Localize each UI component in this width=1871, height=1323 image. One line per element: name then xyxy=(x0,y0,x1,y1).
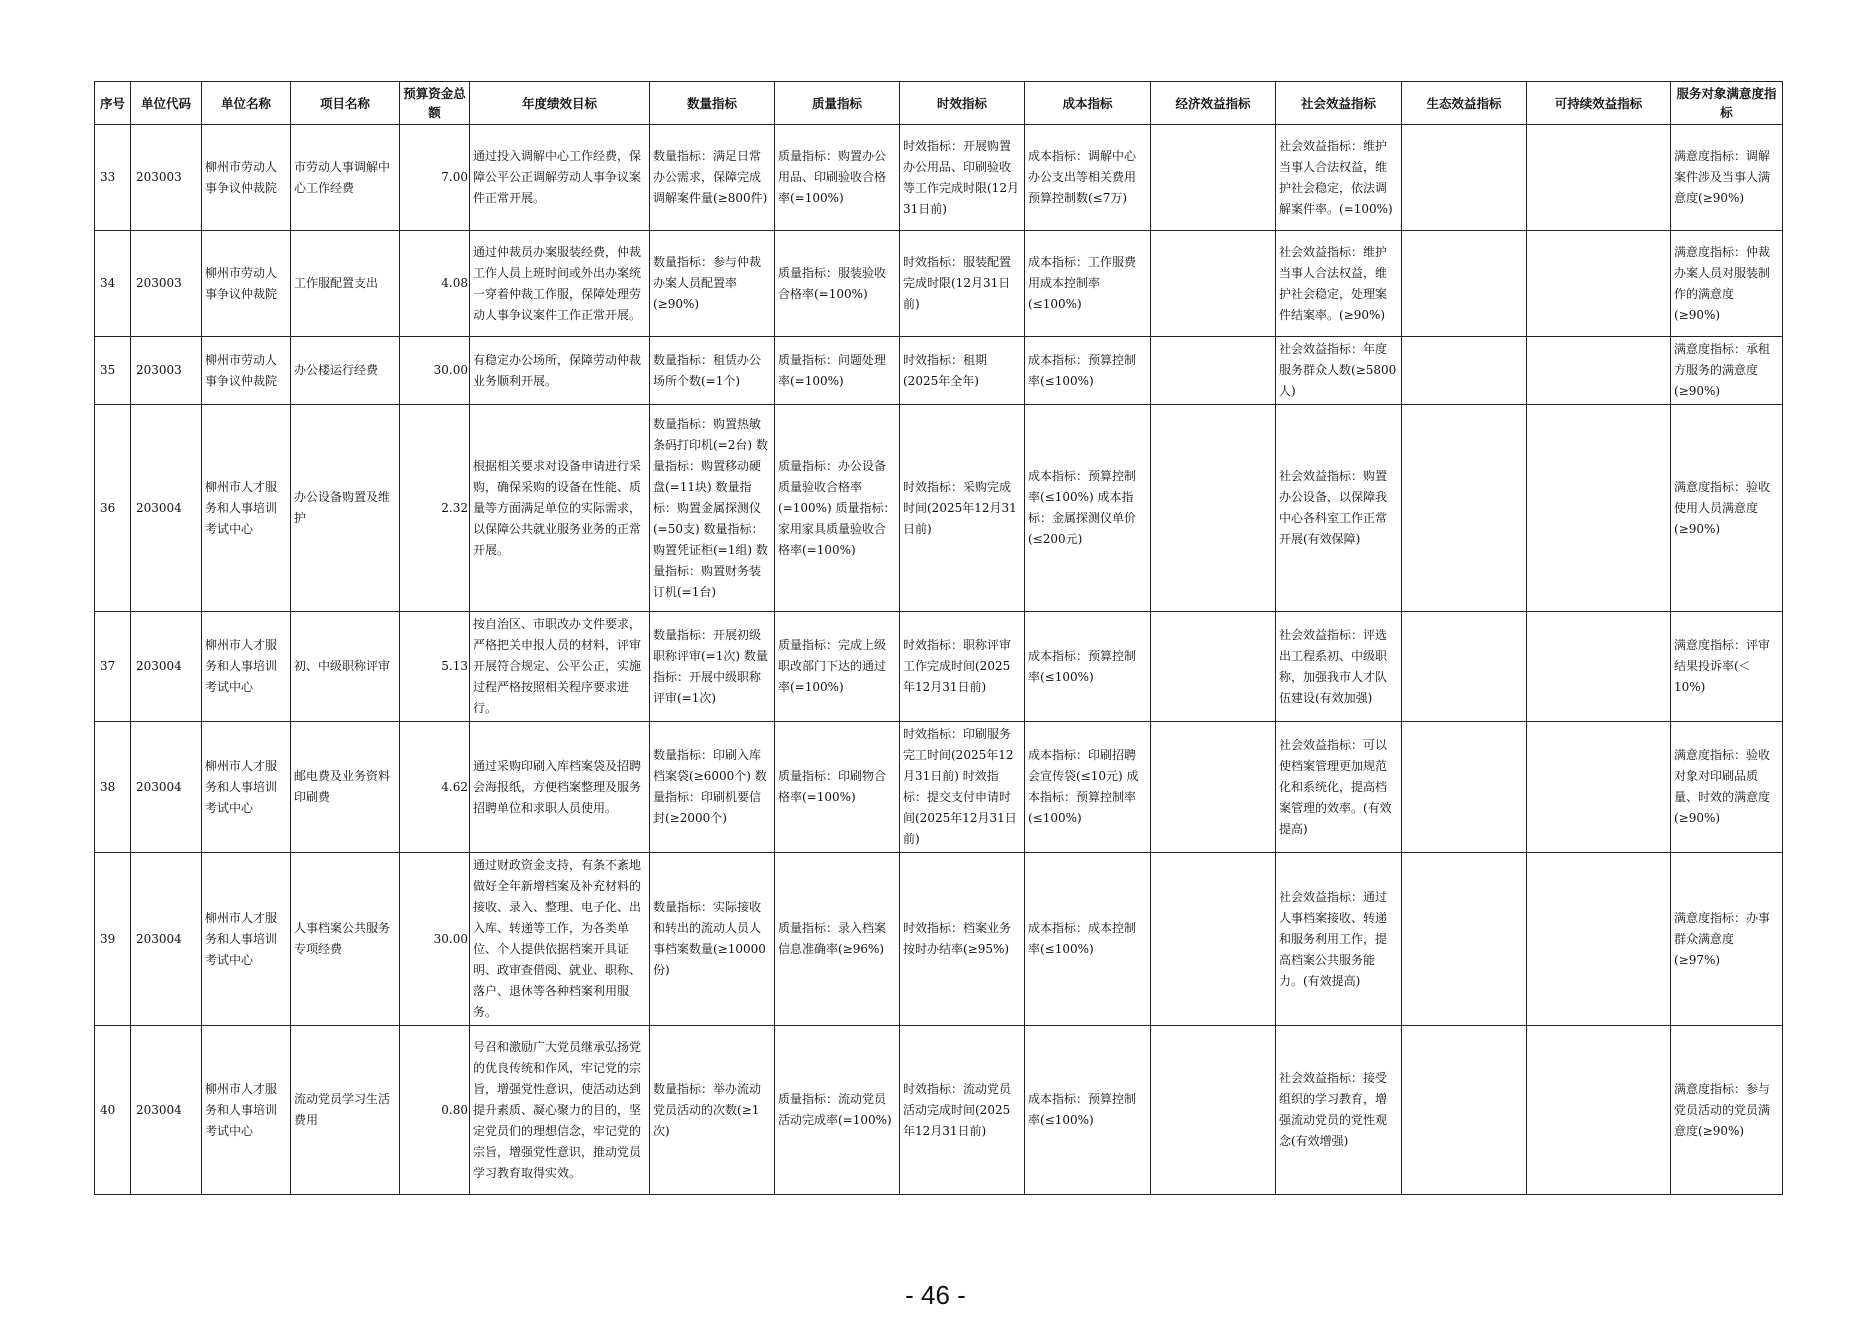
cell-unit-code: 203004 xyxy=(131,1026,202,1195)
cell-satisfaction: 满意度指标：验收对象对印刷品质量、时效的满意度(≥90%) xyxy=(1671,722,1783,853)
cell-economic xyxy=(1151,853,1276,1026)
cell-project-name: 人事档案公共服务专项经费 xyxy=(291,853,400,1026)
cell-unit-name: 柳州市人才服务和人事培训考试中心 xyxy=(202,612,291,722)
table-row xyxy=(95,125,1783,231)
cell-quantity: 数量指标：举办流动党员活动的次数(≥1次) xyxy=(650,1026,775,1195)
cell-ecological xyxy=(1402,722,1527,853)
cell-economic xyxy=(1151,337,1276,405)
cell-cost: 成本指标：预算控制率(≤100%) xyxy=(1025,612,1151,722)
cell-ecological xyxy=(1402,612,1527,722)
table-row xyxy=(95,1026,1783,1195)
cell-cost: 成本指标：预算控制率(≤100%) xyxy=(1025,337,1151,405)
cell-timeliness: 时效指标：租期(2025年全年) xyxy=(900,337,1025,405)
cell-satisfaction: 满意度指标：调解案件涉及当事人满意度(≥90%) xyxy=(1671,125,1783,231)
header-cost: 成本指标 xyxy=(1025,82,1151,125)
cell-sustainable xyxy=(1527,125,1671,231)
header-sustainable: 可持续效益指标 xyxy=(1527,82,1671,125)
cell-unit-code: 203004 xyxy=(131,853,202,1026)
cell-budget: 7.00 xyxy=(400,125,470,231)
cell-project-name: 初、中级职称评审 xyxy=(291,612,400,722)
header-quantity: 数量指标 xyxy=(650,82,775,125)
cell-social: 社会效益指标：评选出工程系初、中级职称，加强我市人才队伍建设(有效加强) xyxy=(1276,612,1402,722)
cell-annual-goal: 通过投入调解中心工作经费，保障公平公正调解劳动人事争议案件正常开展。 xyxy=(470,125,650,231)
cell-quality: 质量指标：完成上级职改部门下达的通过率(=100%) xyxy=(775,612,900,722)
cell-quality: 质量指标：录入档案信息准确率(≥96%) xyxy=(775,853,900,1026)
cell-unit-code: 203004 xyxy=(131,722,202,853)
cell-annual-goal: 号召和激励广大党员继承弘扬党的优良传统和作风，牢记党的宗旨，增强党性意识，使活动达到提升素质、凝心聚力的目的，坚定党员们的理想信念，牢记党的宗旨，增强党性意识，推动党员学习教育取得实效。 xyxy=(470,1026,650,1195)
cell-unit-name: 柳州市人才服务和人事培训考试中心 xyxy=(202,1026,291,1195)
cell-economic xyxy=(1151,405,1276,612)
cell-satisfaction: 满意度指标：验收使用人员满意度(≥90%) xyxy=(1671,405,1783,612)
cell-quantity: 数量指标：开展初级职称评审(=1次) 数量指标：开展中级职称评审(=1次) xyxy=(650,612,775,722)
cell-quality: 质量指标：服装验收合格率(=100%) xyxy=(775,231,900,337)
cell-ecological xyxy=(1402,231,1527,337)
table-row xyxy=(95,405,1783,612)
cell-economic xyxy=(1151,1026,1276,1195)
cell-seq: 34 xyxy=(95,231,131,337)
header-budget: 预算资金总额 xyxy=(400,82,470,125)
cell-quantity: 数量指标：租赁办公场所个数(=1个) xyxy=(650,337,775,405)
cell-timeliness: 时效指标：采购完成时间(2025年12月31日前) xyxy=(900,405,1025,612)
cell-cost: 成本指标：工作服费用成本控制率(≤100%) xyxy=(1025,231,1151,337)
cell-quality: 质量指标：购置办公用品、印刷验收合格率(=100%) xyxy=(775,125,900,231)
cell-unit-name: 柳州市劳动人事争议仲裁院 xyxy=(202,337,291,405)
cell-social: 社会效益指标：可以使档案管理更加规范化和系统化，提高档案管理的效率。(有效提高) xyxy=(1276,722,1402,853)
header-unit-name: 单位名称 xyxy=(202,82,291,125)
header-economic: 经济效益指标 xyxy=(1151,82,1276,125)
cell-seq: 36 xyxy=(95,405,131,612)
cell-project-name: 办公楼运行经费 xyxy=(291,337,400,405)
header-satisfaction: 服务对象满意度指标 xyxy=(1671,82,1783,125)
cell-satisfaction: 满意度指标：参与党员活动的党员满意度(≥90%) xyxy=(1671,1026,1783,1195)
cell-seq: 39 xyxy=(95,853,131,1026)
cell-unit-name: 柳州市劳动人事争议仲裁院 xyxy=(202,125,291,231)
cell-quantity: 数量指标：满足日常办公需求，保障完成调解案件量(≥800件) xyxy=(650,125,775,231)
cell-seq: 33 xyxy=(95,125,131,231)
cell-sustainable xyxy=(1527,612,1671,722)
cell-social: 社会效益指标：购置办公设备，以保障我中心各科室工作正常开展(有效保障) xyxy=(1276,405,1402,612)
cell-budget: 30.00 xyxy=(400,853,470,1026)
cell-annual-goal: 通过仲裁员办案服装经费，仲裁工作人员上班时间或外出办案统一穿着仲裁工作服，保障处理劳动人事争议案件工作正常开展。 xyxy=(470,231,650,337)
cell-cost: 成本指标：预算控制率(≤100%) 成本指标：金属探测仪单价(≤200元) xyxy=(1025,405,1151,612)
cell-ecological xyxy=(1402,1026,1527,1195)
cell-seq: 40 xyxy=(95,1026,131,1195)
cell-economic xyxy=(1151,722,1276,853)
cell-timeliness: 时效指标：服装配置完成时限(12月31日前) xyxy=(900,231,1025,337)
cell-ecological xyxy=(1402,405,1527,612)
cell-timeliness: 时效指标：职称评审工作完成时间(2025年12月31日前) xyxy=(900,612,1025,722)
header-quality: 质量指标 xyxy=(775,82,900,125)
cell-budget: 5.13 xyxy=(400,612,470,722)
cell-social: 社会效益指标：维护当事人合法权益，维护社会稳定，处理案件结案率。(≥90%) xyxy=(1276,231,1402,337)
header-seq: 序号 xyxy=(95,82,131,125)
cell-quality: 质量指标：印刷物合格率(=100%) xyxy=(775,722,900,853)
table-row xyxy=(95,722,1783,853)
cell-project-name: 市劳动人事调解中心工作经费 xyxy=(291,125,400,231)
cell-project-name: 办公设备购置及维护 xyxy=(291,405,400,612)
cell-timeliness: 时效指标：开展购置办公用品、印刷验收等工作完成时限(12月31日前) xyxy=(900,125,1025,231)
cell-unit-name: 柳州市人才服务和人事培训考试中心 xyxy=(202,853,291,1026)
cell-cost: 成本指标：成本控制率(≤100%) xyxy=(1025,853,1151,1026)
cell-cost: 成本指标：调解中心办公支出等相关费用预算控制数(≤7万) xyxy=(1025,125,1151,231)
cell-economic xyxy=(1151,612,1276,722)
cell-sustainable xyxy=(1527,337,1671,405)
cell-ecological xyxy=(1402,337,1527,405)
table-row xyxy=(95,337,1783,405)
cell-sustainable xyxy=(1527,853,1671,1026)
header-timeliness: 时效指标 xyxy=(900,82,1025,125)
cell-satisfaction: 满意度指标：仲裁办案人员对服装制作的满意度(≥90%) xyxy=(1671,231,1783,337)
cell-quality: 质量指标：流动党员活动完成率(=100%) xyxy=(775,1026,900,1195)
cell-quantity: 数量指标：实际接收和转出的流动人员人事档案数量(≥10000份) xyxy=(650,853,775,1026)
cell-seq: 38 xyxy=(95,722,131,853)
cell-annual-goal: 通过财政资金支持，有条不紊地做好全年新增档案及补充材料的接收、录入、整理、电子化、出入库、转递等工作，为各类单位、个人提供依据档案开具证明、政审查借阅、就业、职称、落户、退休等各种档案利用服务。 xyxy=(470,853,650,1026)
cell-economic xyxy=(1151,231,1276,337)
cell-unit-code: 203004 xyxy=(131,612,202,722)
performance-table xyxy=(94,81,1783,1195)
cell-annual-goal: 通过采购印刷入库档案袋及招聘会海报纸，方便档案整理及服务招聘单位和求职人员使用。 xyxy=(470,722,650,853)
table-body xyxy=(95,125,1783,1195)
cell-annual-goal: 有稳定办公场所，保障劳动仲裁业务顺利开展。 xyxy=(470,337,650,405)
cell-unit-name: 柳州市人才服务和人事培训考试中心 xyxy=(202,405,291,612)
cell-satisfaction: 满意度指标：承租方服务的满意度(≥90%) xyxy=(1671,337,1783,405)
cell-timeliness: 时效指标：流动党员活动完成时间(2025年12月31日前) xyxy=(900,1026,1025,1195)
cell-social: 社会效益指标：接受组织的学习教育，增强流动党员的党性观念(有效增强) xyxy=(1276,1026,1402,1195)
cell-unit-code: 203003 xyxy=(131,125,202,231)
header-social: 社会效益指标 xyxy=(1276,82,1402,125)
cell-project-name: 流动党员学习生活费用 xyxy=(291,1026,400,1195)
cell-unit-code: 203004 xyxy=(131,405,202,612)
cell-project-name: 工作服配置支出 xyxy=(291,231,400,337)
cell-budget: 2.32 xyxy=(400,405,470,612)
table-row xyxy=(95,231,1783,337)
cell-ecological xyxy=(1402,853,1527,1026)
table-row xyxy=(95,853,1783,1026)
cell-satisfaction: 满意度指标：办事群众满意度(≥97%) xyxy=(1671,853,1783,1026)
header-project-name: 项目名称 xyxy=(291,82,400,125)
cell-sustainable xyxy=(1527,231,1671,337)
cell-budget: 30.00 xyxy=(400,337,470,405)
cell-quantity: 数量指标：印刷入库档案袋(≥6000个) 数量指标：印刷机要信封(≥2000个) xyxy=(650,722,775,853)
cell-budget: 4.62 xyxy=(400,722,470,853)
cell-unit-code: 203003 xyxy=(131,231,202,337)
cell-quality: 质量指标：办公设备质量验收合格率(=100%) 质量指标：家用家具质量验收合格率(=100%) xyxy=(775,405,900,612)
cell-sustainable xyxy=(1527,1026,1671,1195)
cell-quantity: 数量指标：参与仲裁办案人员配置率(≥90%) xyxy=(650,231,775,337)
cell-economic xyxy=(1151,125,1276,231)
header-ecological: 生态效益指标 xyxy=(1402,82,1527,125)
cell-cost: 成本指标：预算控制率(≤100%) xyxy=(1025,1026,1151,1195)
page-number: - 46 - xyxy=(905,1280,966,1310)
cell-quantity: 数量指标：购置热敏条码打印机(=2台) 数量指标：购置移动硬盘(=11块) 数量指标：购置金属探测仪(=50支) 数量指标：购置凭证柜(=1组) 数量指标：购置财务装订机(=1台) xyxy=(650,405,775,612)
cell-timeliness: 时效指标：印刷服务完工时间(2025年12月31日前) 时效指标：提交支付申请时间(2025年12月31日前) xyxy=(900,722,1025,853)
cell-cost: 成本指标：印刷招聘会宣传袋(≤10元) 成本指标：预算控制率(≤100%) xyxy=(1025,722,1151,853)
cell-unit-code: 203003 xyxy=(131,337,202,405)
cell-timeliness: 时效指标：档案业务按时办结率(≥95%) xyxy=(900,853,1025,1026)
cell-social: 社会效益指标：年度服务群众人数(≥5800人) xyxy=(1276,337,1402,405)
header-unit-code: 单位代码 xyxy=(131,82,202,125)
cell-annual-goal: 按自治区、市职改办文件要求，严格把关申报人员的材料，评审开展符合规定、公平公正，实施过程严格按照相关程序要求进行。 xyxy=(470,612,650,722)
cell-sustainable xyxy=(1527,722,1671,853)
cell-seq: 37 xyxy=(95,612,131,722)
table-row xyxy=(95,612,1783,722)
header-annual-goal: 年度绩效目标 xyxy=(470,82,650,125)
cell-annual-goal: 根据相关要求对设备申请进行采购，确保采购的设备在性能、质量等方面满足单位的实际需求，以保障公共就业服务业务的正常开展。 xyxy=(470,405,650,612)
cell-seq: 35 xyxy=(95,337,131,405)
cell-unit-name: 柳州市劳动人事争议仲裁院 xyxy=(202,231,291,337)
cell-unit-name: 柳州市人才服务和人事培训考试中心 xyxy=(202,722,291,853)
cell-social: 社会效益指标：通过人事档案接收、转递和服务利用工作，提高档案公共服务能力。(有效提高) xyxy=(1276,853,1402,1026)
cell-ecological xyxy=(1402,125,1527,231)
cell-sustainable xyxy=(1527,405,1671,612)
cell-project-name: 邮电费及业务资料印刷费 xyxy=(291,722,400,853)
cell-budget: 0.80 xyxy=(400,1026,470,1195)
table-header-row xyxy=(95,82,1783,125)
cell-quality: 质量指标：问题处理率(=100%) xyxy=(775,337,900,405)
cell-social: 社会效益指标：维护当事人合法权益，维护社会稳定，依法调解案件率。(=100%) xyxy=(1276,125,1402,231)
cell-budget: 4.08 xyxy=(400,231,470,337)
cell-satisfaction: 满意度指标：评审结果投诉率(＜10%) xyxy=(1671,612,1783,722)
